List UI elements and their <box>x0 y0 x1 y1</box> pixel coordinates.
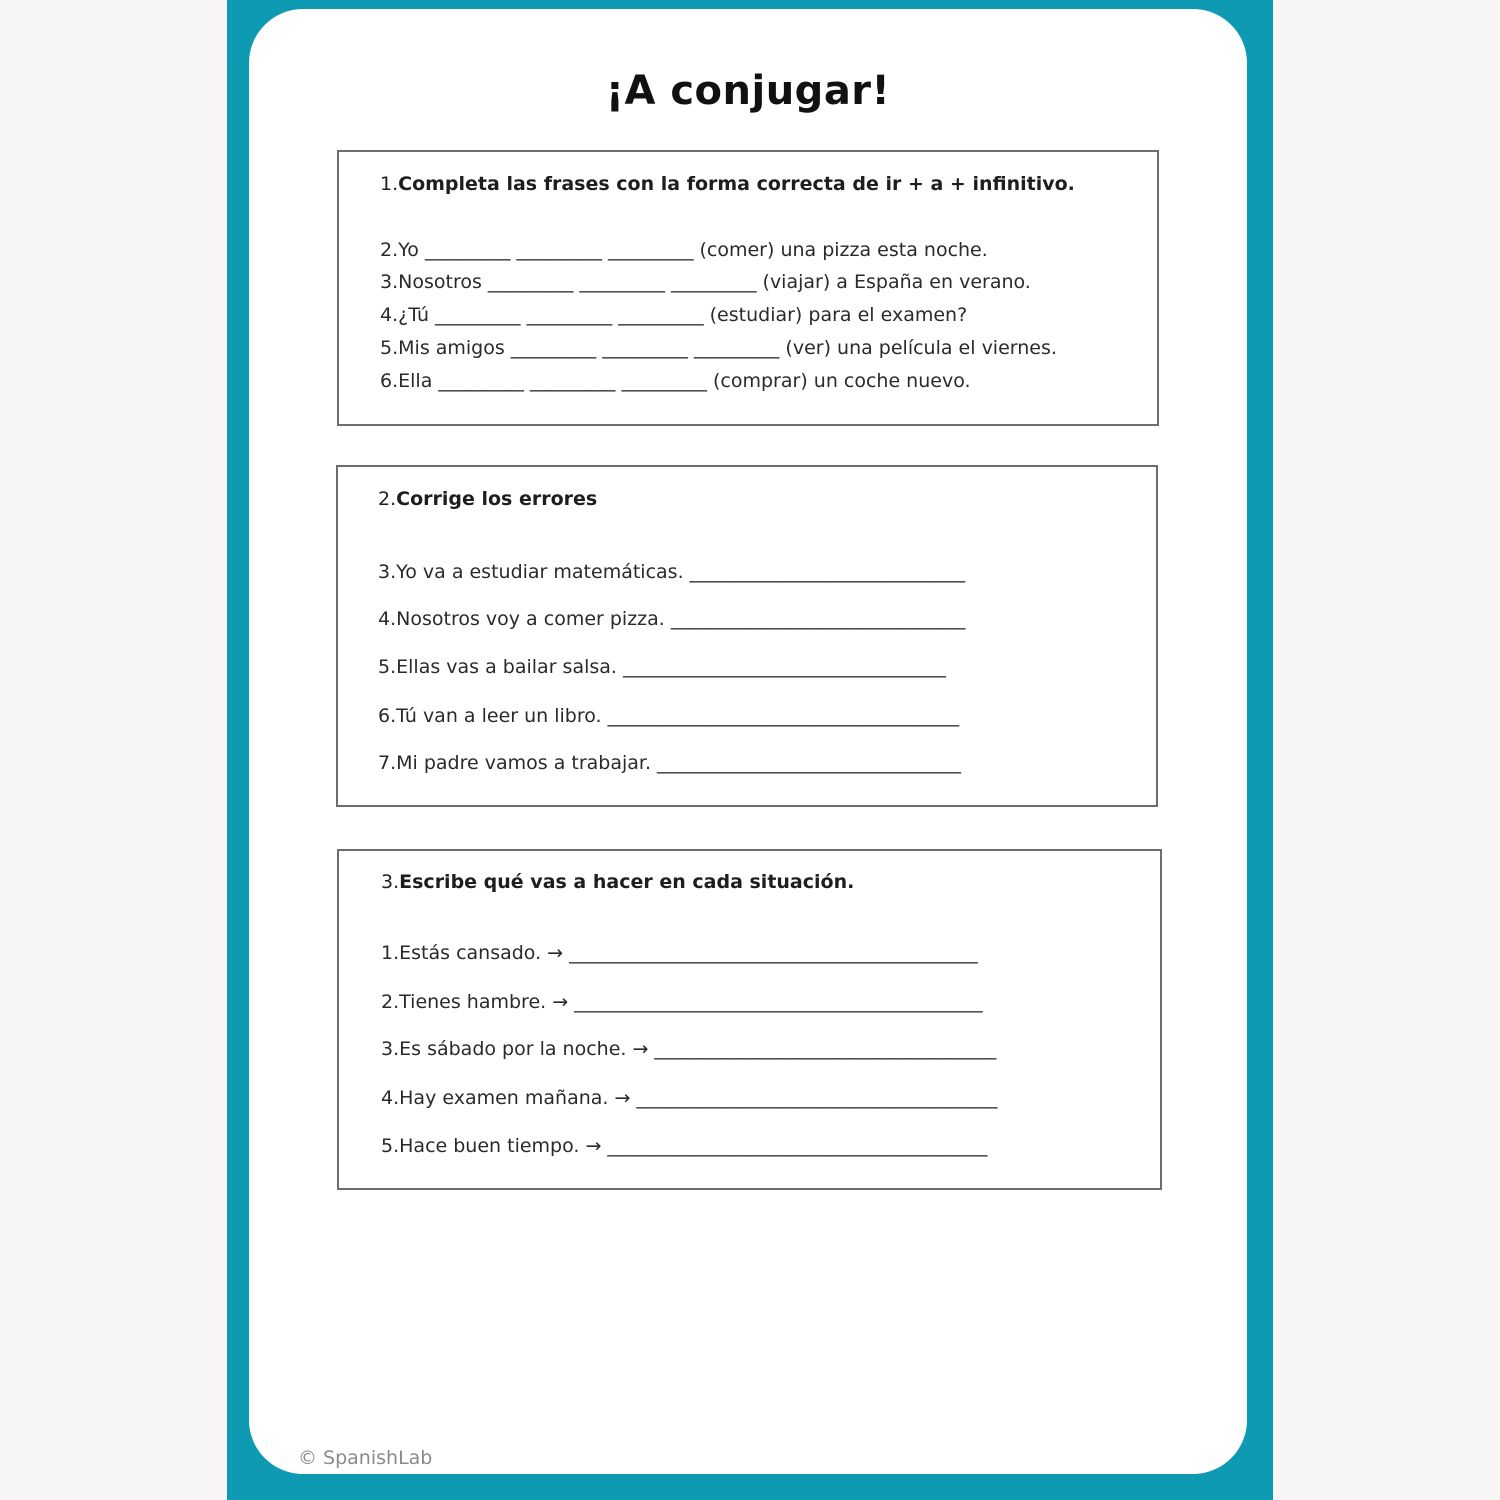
item-number: 3. <box>381 1038 400 1060</box>
exercise-2-heading <box>378 487 597 511</box>
exercise-1-heading <box>380 172 1075 196</box>
item-number: 4. <box>380 304 399 326</box>
item-number: 5. <box>380 337 399 359</box>
item-text: Tienes hambre. → ___________________________________________ <box>399 991 983 1013</box>
item-number: 4. <box>381 1087 400 1109</box>
item-text: Tú van a leer un libro. _____________________________________ <box>396 705 960 727</box>
item-text: Yo _________ _________ _________ (comer) una pizza esta noche. <box>398 239 988 261</box>
item-number: 3. <box>378 561 397 583</box>
item-number: 4. <box>378 608 397 630</box>
exercise-3-item[interactable] <box>381 990 983 1014</box>
item-text: Yo va a estudiar matemáticas. _____________________________ <box>396 561 966 583</box>
heading-number: 2. <box>378 488 397 510</box>
heading-text: Completa las frases con la forma correcta de ir + a + infinitivo. <box>398 173 1075 195</box>
exercise-2-item[interactable] <box>378 704 959 728</box>
item-number: 6. <box>378 705 397 727</box>
item-text: ¿Tú _________ _________ _________ (estudiar) para el examen? <box>398 304 968 326</box>
item-text: Ellas vas a bailar salsa. __________________________________ <box>396 656 946 678</box>
item-number: 2. <box>380 239 399 261</box>
item-text: Mi padre vamos a trabajar. ________________________________ <box>396 752 962 774</box>
item-number: 2. <box>381 991 400 1013</box>
item-number: 7. <box>378 752 397 774</box>
item-text: Ella _________ _________ _________ (comprar) un coche nuevo. <box>398 370 971 392</box>
exercise-1-item[interactable] <box>380 336 1057 360</box>
exercise-1-item[interactable] <box>380 238 988 262</box>
heading-text: Corrige los errores <box>396 488 598 510</box>
exercise-2-item[interactable] <box>378 751 961 775</box>
item-number: 5. <box>381 1135 400 1157</box>
item-number: 5. <box>378 656 397 678</box>
exercise-2-item[interactable] <box>378 560 965 584</box>
exercise-2-item[interactable] <box>378 655 946 679</box>
item-number: 6. <box>380 370 399 392</box>
exercise-3-item[interactable] <box>381 1134 987 1158</box>
exercise-3-heading <box>381 870 854 894</box>
exercise-1-box <box>337 150 1159 426</box>
item-text: Hace buen tiempo. → ________________________________________ <box>399 1135 988 1157</box>
worksheet-page <box>249 9 1247 1474</box>
exercise-1-item[interactable] <box>380 303 967 327</box>
item-text: Es sábado por la noche. → ____________________________________ <box>399 1038 997 1060</box>
exercise-2-item[interactable] <box>378 607 965 631</box>
heading-number: 3. <box>381 871 400 893</box>
worksheet-title: ¡A conjugar! <box>605 68 891 114</box>
exercise-2-box <box>336 465 1158 807</box>
exercise-3-item[interactable] <box>381 1037 996 1061</box>
exercise-3-box <box>337 849 1162 1190</box>
exercise-3-item[interactable] <box>381 941 978 965</box>
exercise-3-item[interactable] <box>381 1086 997 1110</box>
heading-number: 1. <box>380 173 399 195</box>
heading-text: Escribe qué vas a hacer en cada situación. <box>399 871 855 893</box>
item-text: Nosotros _________ _________ _________ (viajar) a España en verano. <box>398 271 1031 293</box>
item-number: 3. <box>380 271 399 293</box>
item-text: Hay examen mañana. → ______________________________________ <box>399 1087 998 1109</box>
copyright-footer: © SpanishLab <box>298 1447 433 1469</box>
item-text: Estás cansado. → ___________________________________________ <box>399 942 978 964</box>
item-text: Mis amigos _________ _________ _________ (ver) una película el viernes. <box>398 337 1057 359</box>
item-text: Nosotros voy a comer pizza. _______________________________ <box>396 608 966 630</box>
item-number: 1. <box>381 942 400 964</box>
exercise-1-item[interactable] <box>380 369 971 393</box>
exercise-1-item[interactable] <box>380 270 1031 294</box>
